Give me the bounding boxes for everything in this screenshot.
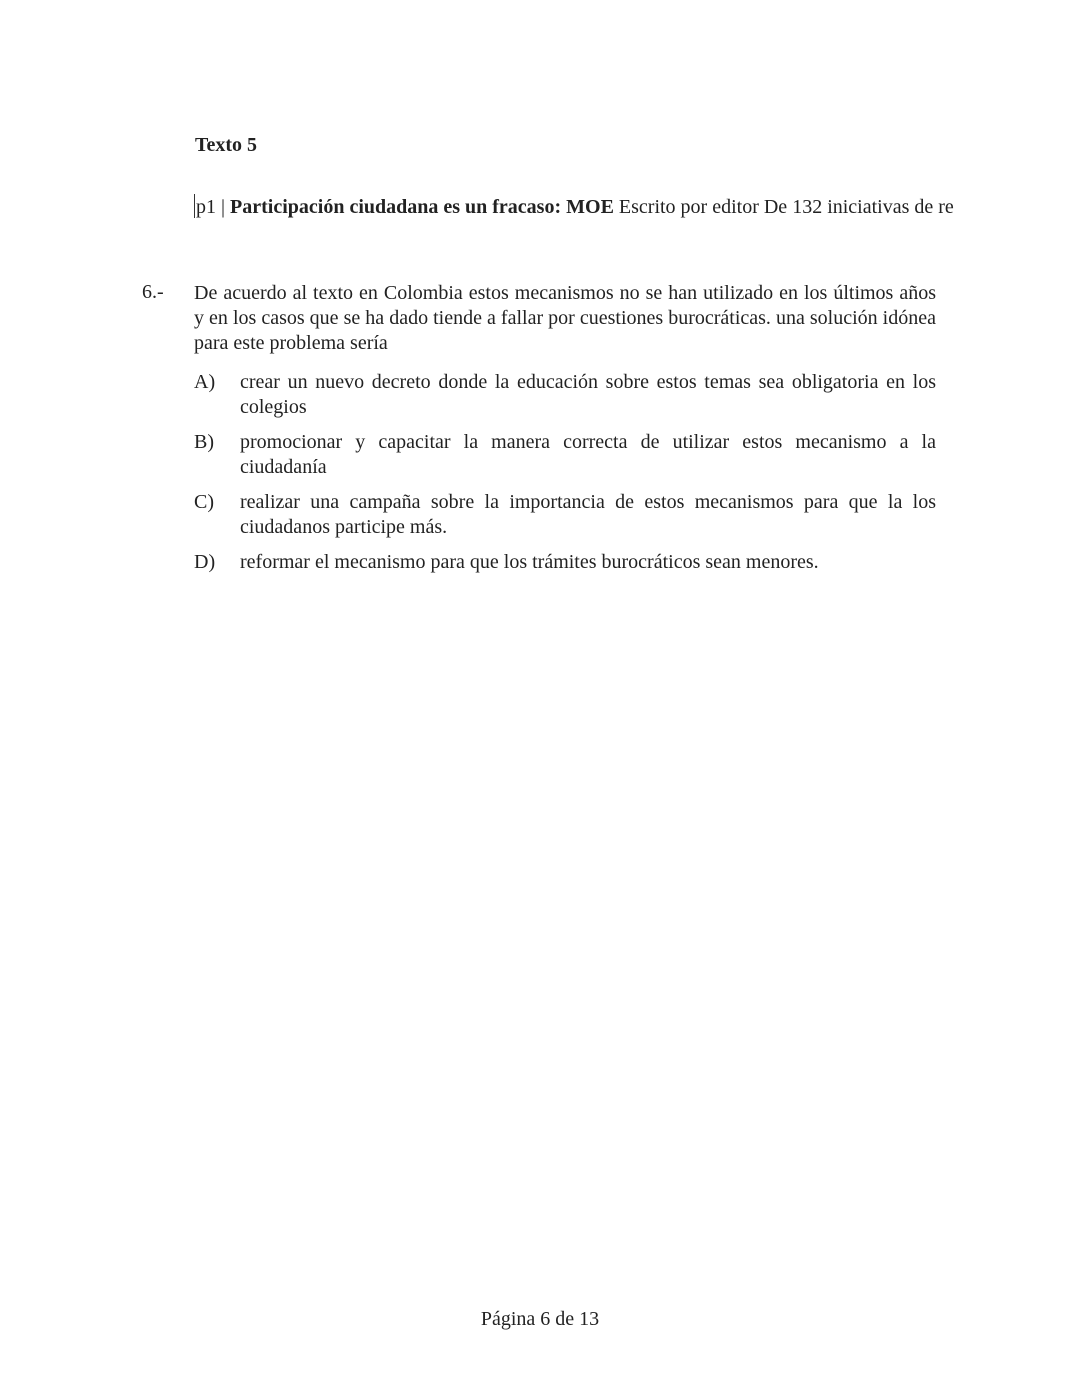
option-label: B)	[194, 431, 214, 453]
option-text: realizar una campaña sobre la importancia de estos mecanismos para que la los ciudadanos participe más.	[240, 491, 936, 538]
question-number: 6.-	[142, 281, 164, 303]
option-text: promocionar y capacitar la manera correcta de utilizar estos mecanismo a la ciudadanía	[240, 431, 936, 478]
option-c[interactable]	[194, 490, 936, 540]
passage-title: Participación ciudadana es un fracaso: MOE	[230, 196, 614, 218]
page-number: Página 6 de 13	[480, 1308, 600, 1330]
option-text: crear un nuevo decreto donde la educación sobre estos temas sea obligatoria en los colegios	[240, 371, 936, 418]
section-heading: Texto 5	[195, 134, 258, 156]
text-cursor	[194, 194, 195, 218]
option-d[interactable]	[194, 550, 936, 575]
option-b[interactable]	[194, 430, 936, 480]
answer-options	[194, 370, 936, 575]
option-text: reformar el mecanismo para que los trámites burocráticos sean menores.	[240, 551, 819, 573]
option-a[interactable]	[194, 370, 936, 420]
option-label: C)	[194, 491, 214, 513]
passage-line	[194, 194, 954, 219]
passage-text: Escrito por editor De 132 iniciativas de re	[618, 196, 954, 218]
question-6	[142, 281, 936, 585]
question-text: De acuerdo al texto en Colombia estos mecanismos no se han utilizado en los últimos años y en los casos que se ha dado tiende a fallar por cuestiones burocráticas. una solución idónea para este problema sería	[194, 282, 936, 354]
option-label: A)	[194, 371, 216, 393]
option-label: D)	[194, 551, 216, 573]
passage-label: p1 |	[196, 196, 226, 218]
